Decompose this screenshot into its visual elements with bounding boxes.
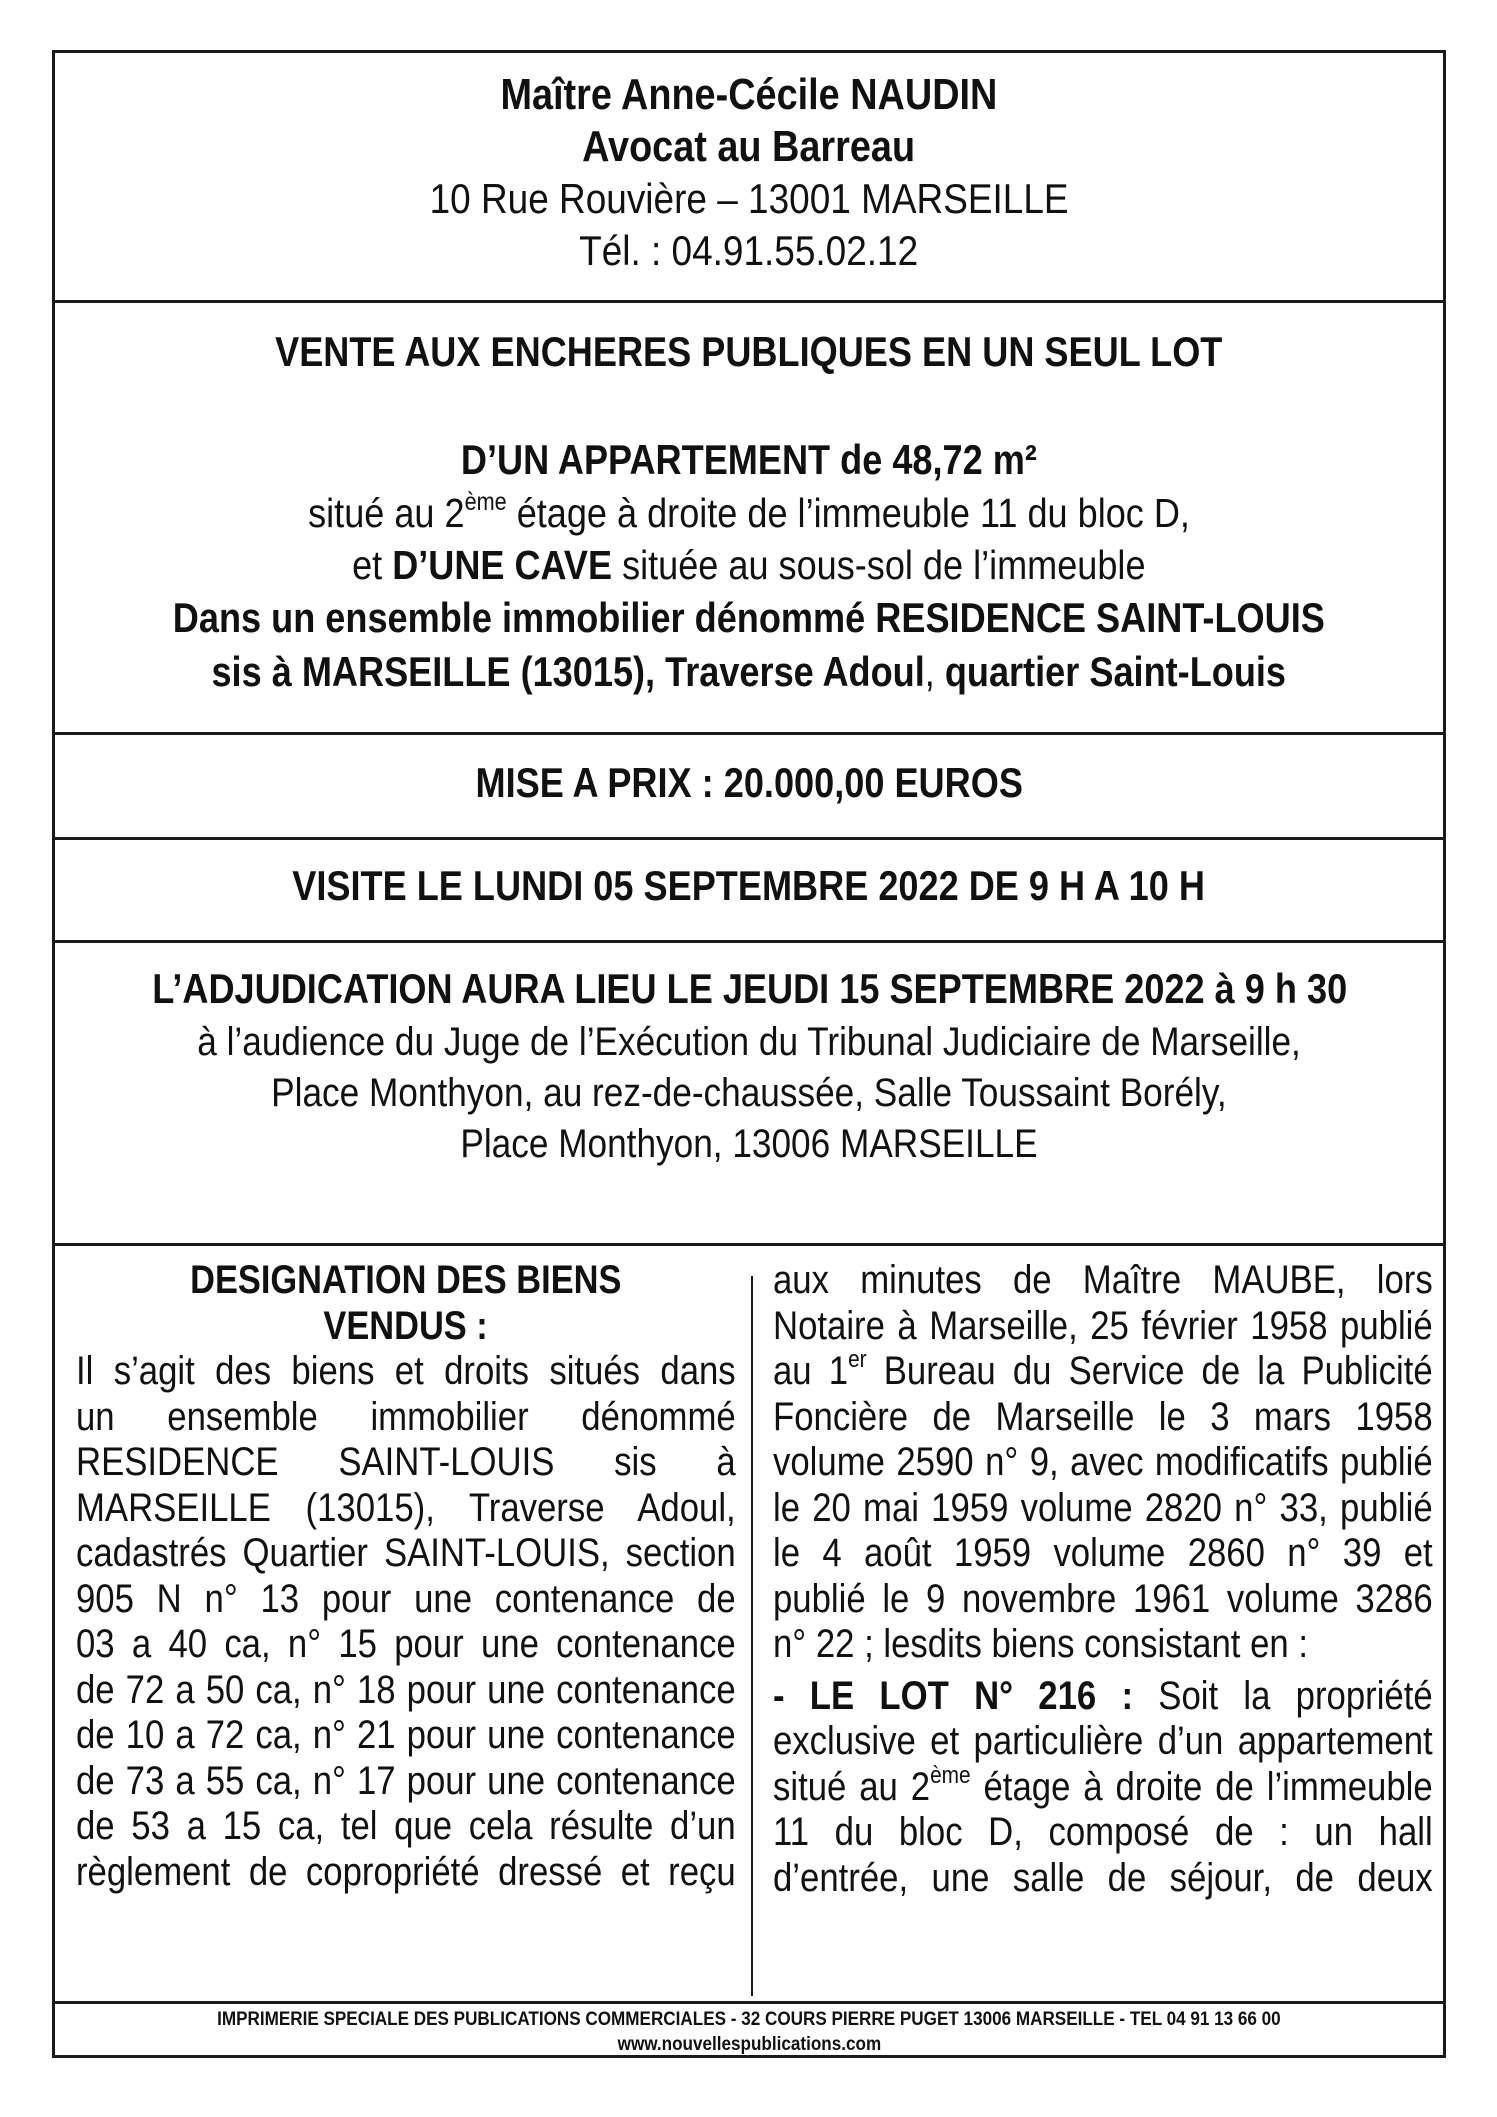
designation-heading: DESIGNATION DES BIENS bbox=[190, 1258, 622, 1302]
text-line: RESIDENCE SAINT-LOUIS sis à bbox=[76, 1440, 736, 1484]
text-line: aux minutes de Maître MAUBE, lors bbox=[773, 1258, 1433, 1302]
text-line: 905 N n° 13 pour une contenance de bbox=[76, 1576, 736, 1621]
text-line: de 73 a 55 ca, n° 17 pour une contenance bbox=[76, 1758, 736, 1803]
designation-heading: VENDUS : bbox=[323, 1303, 489, 1348]
text-line: règlement de copropriété dressé et reçu bbox=[76, 1849, 736, 1894]
text-line: d’entrée, une salle de séjour, de deux bbox=[773, 1855, 1433, 1900]
adjudication-line: à l’audience du Juge de l’Exécution du Tribunal Judiciaire de Marseille, bbox=[197, 1020, 1301, 1064]
price-text: MISE A PRIX : 20.000,00 EUROS bbox=[475, 759, 1023, 806]
text-line: n° 22 ; lesdits biens consistant en : bbox=[773, 1622, 1308, 1666]
continuation-column bbox=[773, 1258, 1433, 1901]
text-line: volume 2590 n° 9, avec modificatifs publié bbox=[773, 1440, 1433, 1484]
lawyer-phone: Tél. : 04.91.55.02.12 bbox=[579, 227, 919, 274]
text-line: 03 a 40 ca, n° 15 pour une contenance bbox=[76, 1622, 736, 1666]
visit-text: VISITE LE LUNDI 05 SEPTEMBRE 2022 DE 9 H A 10 H bbox=[292, 862, 1206, 909]
cave-line: et D’UNE CAVE située au sous-sol de l’immeuble bbox=[352, 542, 1146, 588]
apartment-title: D’UN APPARTEMENT de 48,72 m² bbox=[460, 436, 1038, 483]
lawyer-name: Maître Anne-Cécile NAUDIN bbox=[500, 70, 998, 119]
lot-line: - LE LOT N° 216 : Soit la propriété bbox=[773, 1673, 1433, 1718]
location-line: sis à MARSEILLE (13015), Traverse Adoul, quartier Saint-Louis bbox=[211, 648, 1287, 695]
visit-info bbox=[55, 840, 1443, 943]
text-line: de 10 a 72 ca, n° 21 pour une contenance bbox=[76, 1713, 736, 1757]
ensemble-line: Dans un ensemble immobilier dénommé RESIDENCE SAINT-LOUIS bbox=[172, 594, 1326, 641]
text-line: de 53 a 15 ca, tel que cela résulte d’un bbox=[76, 1804, 736, 1848]
lawyer-address: 10 Rue Rouvière – 13001 MARSEILLE bbox=[429, 175, 1069, 222]
text-line: le 20 mai 1959 volume 2820 n° 33, publié bbox=[773, 1485, 1433, 1530]
legal-notice-frame bbox=[52, 50, 1446, 2058]
adjudication-line: Place Monthyon, 13006 MARSEILLE bbox=[460, 1122, 1038, 1166]
text-line: Foncière de Marseille le 3 mars 1958 bbox=[773, 1394, 1433, 1439]
text-line: un ensemble immobilier dénommé bbox=[76, 1394, 736, 1439]
text-line: Notaire à Marseille, 25 février 1958 publié bbox=[773, 1303, 1433, 1348]
text-line: au 1er Bureau du Service de la Publicité bbox=[773, 1346, 1433, 1393]
printer-info: IMPRIMERIE SPECIALE DES PUBLICATIONS COMMERCIALES - 32 COURS PIERRE PUGET 13006 MARSEILLE - TEL 04 91 13 66 00 bbox=[217, 2009, 1281, 2030]
designation-column bbox=[76, 1258, 736, 1895]
adjudication-info bbox=[55, 943, 1443, 1246]
printer-website[interactable]: www.nouvellespublications.com bbox=[617, 2034, 881, 2055]
printer-footer bbox=[55, 2004, 1443, 2061]
text-line: 11 du bloc D, composé de : un hall bbox=[773, 1810, 1433, 1854]
text-line: situé au 2ème étage à droite de l’immeuble bbox=[773, 1761, 1433, 1809]
adjudication-heading: L’ADJUDICATION AURA LIEU LE JEUDI 15 SEPTEMBRE 2022 à 9 h 30 bbox=[152, 965, 1348, 1012]
lawyer-title: Avocat au Barreau bbox=[582, 122, 916, 171]
text-line: Il s’agit des biens et droits situés dans bbox=[76, 1349, 736, 1393]
text-line: MARSEILLE (13015), Traverse Adoul, bbox=[76, 1485, 736, 1530]
floor-line: situé au 2ème étage à droite de l’immeuble 11 du bloc D, bbox=[308, 488, 1190, 536]
adjudication-line: Place Monthyon, au rez-de-chaussée, Salle Toussaint Borély, bbox=[271, 1071, 1227, 1115]
text-line: exclusive et particulière d’un appartement bbox=[773, 1719, 1433, 1763]
column-divider bbox=[751, 1276, 753, 1996]
text-line: le 4 août 1959 volume 2860 n° 39 et bbox=[773, 1531, 1433, 1575]
designation-section bbox=[55, 1246, 1443, 2004]
sale-heading: VENTE AUX ENCHERES PUBLIQUES EN UN SEUL LOT bbox=[275, 328, 1223, 375]
starting-price bbox=[55, 735, 1443, 840]
text-line: cadastrés Quartier SAINT-LOUIS, section bbox=[76, 1531, 736, 1575]
sale-description bbox=[55, 303, 1443, 735]
lawyer-header bbox=[55, 53, 1443, 303]
text-line: de 72 a 50 ca, n° 18 pour une contenance bbox=[76, 1667, 736, 1712]
text-line: publié le 9 novembre 1961 volume 3286 bbox=[773, 1576, 1433, 1621]
